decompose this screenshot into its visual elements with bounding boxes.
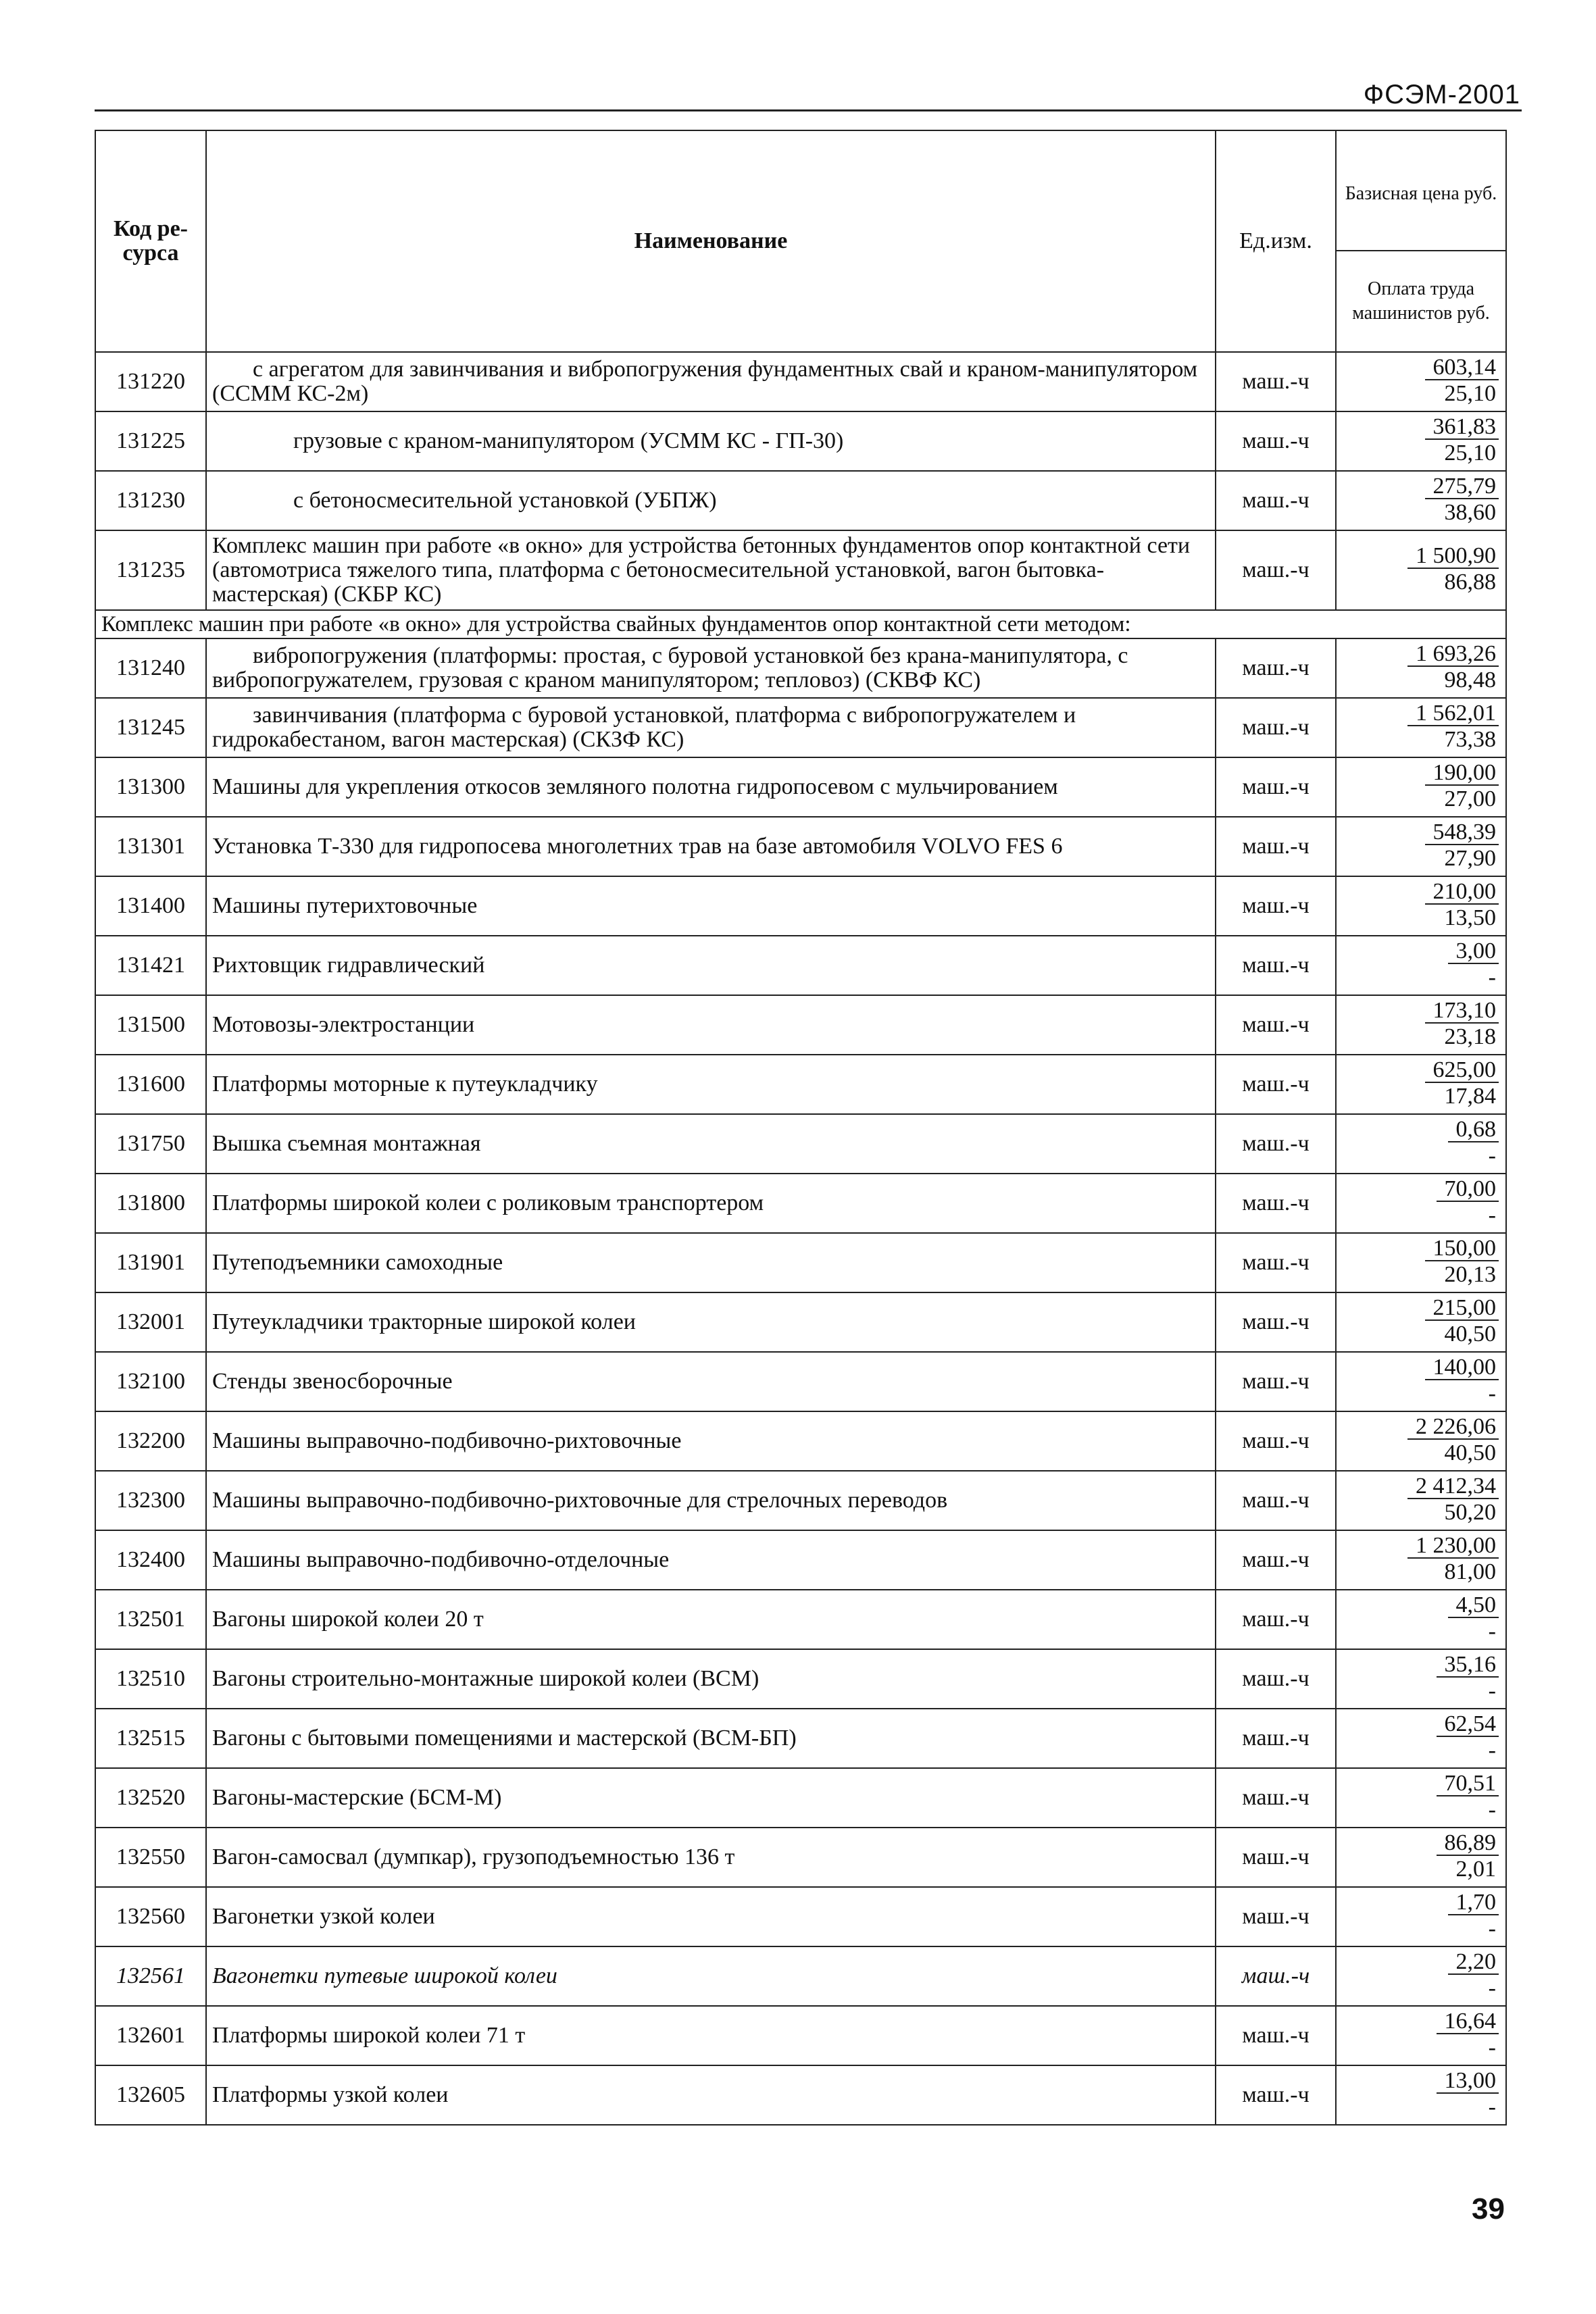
table-row <box>95 1946 1506 2006</box>
operator-wage: 17,84 <box>1444 1084 1496 1109</box>
base-price: 16,64 <box>1437 2010 1499 2034</box>
resource-unit: маш.-ч <box>1216 638 1336 698</box>
price-cell <box>1336 1233 1506 1292</box>
resource-name: с бетоносмесительной установкой (УБПЖ) <box>206 471 1216 530</box>
base-price: 215,00 <box>1425 1297 1499 1321</box>
base-price: 2 412,34 <box>1407 1475 1499 1499</box>
table-body <box>95 352 1506 2125</box>
price-cell <box>1336 1471 1506 1530</box>
resource-code: 131901 <box>95 1233 206 1292</box>
resource-name: Вагонетки путевые широкой колеи <box>206 1946 1216 2006</box>
price-cell <box>1336 876 1506 936</box>
resource-unit: маш.-ч <box>1216 1055 1336 1114</box>
table-row <box>95 1828 1506 1887</box>
col-header-name: Наименование <box>206 130 1216 352</box>
resource-name: Путеподъемники самоходные <box>206 1233 1216 1292</box>
price-cell <box>1336 2006 1506 2065</box>
resource-code: 132561 <box>95 1946 206 2006</box>
resource-table <box>95 130 1507 2126</box>
price-cell <box>1336 1114 1506 1174</box>
operator-wage: 27,00 <box>1444 786 1496 811</box>
col-header-code: Код ре-сурса <box>95 130 206 352</box>
resource-name: Вагоны с бытовыми помещениями и мастерской (ВСМ-БП) <box>206 1709 1216 1768</box>
base-price: 86,89 <box>1437 1832 1499 1856</box>
section-title: Комплекс машин при работе «в окно» для устройства свайных фундаментов опор контактной сети методом: <box>95 610 1506 638</box>
resource-name: Вагон-самосвал (думпкар), грузоподъемностью 136 т <box>206 1828 1216 1887</box>
table-row <box>95 411 1506 471</box>
price-cell <box>1336 638 1506 698</box>
resource-unit: маш.-ч <box>1216 876 1336 936</box>
resource-unit: маш.-ч <box>1216 1114 1336 1174</box>
operator-wage: 50,20 <box>1444 1500 1496 1525</box>
table-row <box>95 1590 1506 1649</box>
operator-wage: 27,90 <box>1444 846 1496 871</box>
col-header-base-price: Базисная цена руб. <box>1337 131 1505 251</box>
table-row <box>95 352 1506 411</box>
table-row <box>95 1055 1506 1114</box>
resource-unit: маш.-ч <box>1216 471 1336 530</box>
operator-wage: - <box>1488 1203 1496 1228</box>
price-cell <box>1336 995 1506 1055</box>
resource-unit: маш.-ч <box>1216 1233 1336 1292</box>
price-cell <box>1336 1411 1506 1471</box>
col-header-unit: Ед.изм. <box>1216 130 1336 352</box>
base-price: 3,00 <box>1448 940 1499 964</box>
price-cell <box>1336 1887 1506 1946</box>
base-price: 361,83 <box>1425 416 1499 440</box>
resource-name: Рихтовщик гидравлический <box>206 936 1216 995</box>
table-row <box>95 1649 1506 1709</box>
resource-code: 132200 <box>95 1411 206 1471</box>
table-row <box>95 1352 1506 1411</box>
table-row <box>95 1114 1506 1174</box>
operator-wage: 40,50 <box>1444 1322 1496 1347</box>
resource-unit: маш.-ч <box>1216 1174 1336 1233</box>
price-cell <box>1336 1590 1506 1649</box>
resource-code: 131800 <box>95 1174 206 1233</box>
base-price: 1 693,26 <box>1407 643 1499 667</box>
resource-name: Комплекс машин при работе «в окно» для устройства бетонных фундаментов опор контактной сети (автомотриса тяжелого типа, платформа с бетоносмесительной установкой, вагон бытовка-мастерская) (СКБР КС) <box>206 530 1216 610</box>
operator-wage: - <box>1488 1916 1496 1941</box>
resource-code: 132605 <box>95 2065 206 2125</box>
table-row <box>95 2006 1506 2065</box>
table-row <box>95 1530 1506 1590</box>
table-row <box>95 936 1506 995</box>
operator-wage: - <box>1488 1976 1496 2001</box>
base-price: 1 230,00 <box>1407 1534 1499 1559</box>
price-cell <box>1336 530 1506 610</box>
table-row <box>95 757 1506 817</box>
table-row <box>95 1709 1506 1768</box>
price-cell <box>1336 471 1506 530</box>
price-cell <box>1336 1768 1506 1828</box>
base-price: 35,16 <box>1437 1653 1499 1678</box>
operator-wage: 38,60 <box>1444 500 1496 525</box>
resource-name: Машины выправочно-подбивочно-рихтовочные <box>206 1411 1216 1471</box>
resource-name: Стенды звеносборочные <box>206 1352 1216 1411</box>
operator-wage: 13,50 <box>1444 905 1496 930</box>
resource-name: Машины выправочно-подбивочно-отделочные <box>206 1530 1216 1590</box>
document-code: ФСЭМ-2001 <box>1363 80 1520 109</box>
resource-unit: маш.-ч <box>1216 1352 1336 1411</box>
resource-unit: маш.-ч <box>1216 1946 1336 2006</box>
resource-code: 131400 <box>95 876 206 936</box>
resource-name: Установка Т-330 для гидропосева многолетних трав на базе автомобиля VOLVO FES 6 <box>206 817 1216 876</box>
table-row <box>95 698 1506 757</box>
resource-code: 132520 <box>95 1768 206 1828</box>
price-cell <box>1336 817 1506 876</box>
base-price: 275,79 <box>1425 475 1499 499</box>
base-price: 1 500,90 <box>1407 545 1499 569</box>
resource-code: 131230 <box>95 471 206 530</box>
resource-code: 132550 <box>95 1828 206 1887</box>
resource-unit: маш.-ч <box>1216 1411 1336 1471</box>
section-row <box>95 610 1506 638</box>
resource-unit: маш.-ч <box>1216 936 1336 995</box>
resource-name: Машины выправочно-подбивочно-рихтовочные для стрелочных переводов <box>206 1471 1216 1530</box>
table-row <box>95 638 1506 698</box>
operator-wage: - <box>1488 1143 1496 1168</box>
price-cell <box>1336 936 1506 995</box>
table-row <box>95 530 1506 610</box>
table-row <box>95 1471 1506 1530</box>
table-row <box>95 1768 1506 1828</box>
resource-unit: маш.-ч <box>1216 2006 1336 2065</box>
price-cell <box>1336 1709 1506 1768</box>
resource-code: 132100 <box>95 1352 206 1411</box>
table-header-row <box>95 130 1506 352</box>
base-price: 625,00 <box>1425 1059 1499 1083</box>
resource-name: Платформы широкой колеи 71 т <box>206 2006 1216 2065</box>
operator-wage: - <box>1488 2094 1496 2119</box>
resource-unit: маш.-ч <box>1216 1471 1336 1530</box>
resource-unit: маш.-ч <box>1216 1649 1336 1709</box>
operator-wage: - <box>1488 1381 1496 1406</box>
price-cell <box>1336 1292 1506 1352</box>
price-cell <box>1336 1946 1506 2006</box>
base-price: 210,00 <box>1425 880 1499 905</box>
resource-code: 131300 <box>95 757 206 817</box>
operator-wage: - <box>1488 965 1496 990</box>
table-row <box>95 1233 1506 1292</box>
resource-code: 131245 <box>95 698 206 757</box>
price-cell <box>1336 1828 1506 1887</box>
col-header-price <box>1336 130 1506 352</box>
resource-code: 132515 <box>95 1709 206 1768</box>
table-row <box>95 817 1506 876</box>
resource-name: Путеукладчики тракторные широкой колеи <box>206 1292 1216 1352</box>
price-cell <box>1336 1055 1506 1114</box>
operator-wage: 2,01 <box>1455 1857 1496 1882</box>
operator-wage: 25,10 <box>1444 381 1496 406</box>
resource-code: 131500 <box>95 995 206 1055</box>
table-row <box>95 995 1506 1055</box>
base-price: 173,10 <box>1425 999 1499 1024</box>
operator-wage: - <box>1488 1797 1496 1822</box>
table-row <box>95 471 1506 530</box>
resource-unit: маш.-ч <box>1216 698 1336 757</box>
table-row <box>95 1174 1506 1233</box>
resource-code: 131235 <box>95 530 206 610</box>
operator-wage: 40,50 <box>1444 1440 1496 1465</box>
resource-name: Вышка съемная монтажная <box>206 1114 1216 1174</box>
page-number: 39 <box>1472 2192 1505 2225</box>
resource-code: 131421 <box>95 936 206 995</box>
resource-name: вибропогружения (платформы: простая, с буровой установкой без крана-манипулятора, с вибропогружателем, грузовая с краном манипулятором; тепловоз) (СКВФ КС) <box>206 638 1216 698</box>
base-price: 0,68 <box>1448 1118 1499 1142</box>
price-cell <box>1336 2065 1506 2125</box>
operator-wage: 23,18 <box>1444 1024 1496 1049</box>
resource-name: Платформы широкой колеи с роликовым транспортером <box>206 1174 1216 1233</box>
operator-wage: - <box>1488 1738 1496 1763</box>
operator-wage: - <box>1488 1619 1496 1644</box>
page-header <box>95 74 1522 111</box>
table-row <box>95 1411 1506 1471</box>
table-row <box>95 876 1506 936</box>
resource-unit: маш.-ч <box>1216 411 1336 471</box>
resource-code: 131600 <box>95 1055 206 1114</box>
base-price: 70,00 <box>1437 1178 1499 1202</box>
resource-unit: маш.-ч <box>1216 817 1336 876</box>
base-price: 70,51 <box>1437 1772 1499 1796</box>
base-price: 603,14 <box>1425 356 1499 380</box>
operator-wage: 73,38 <box>1444 727 1496 752</box>
base-price: 1 562,01 <box>1407 702 1499 726</box>
base-price: 140,00 <box>1425 1356 1499 1380</box>
operator-wage: - <box>1488 1678 1496 1703</box>
resource-code: 132400 <box>95 1530 206 1590</box>
operator-wage: 25,10 <box>1444 441 1496 466</box>
resource-name: завинчивания (платформа с буровой установкой, платформа с вибропогружателем и гидрокабестаном, вагон мастерская) (СКЗФ КС) <box>206 698 1216 757</box>
resource-code: 131220 <box>95 352 206 411</box>
resource-code: 132300 <box>95 1471 206 1530</box>
resource-unit: маш.-ч <box>1216 1590 1336 1649</box>
resource-code: 132501 <box>95 1590 206 1649</box>
base-price: 190,00 <box>1425 761 1499 786</box>
price-cell <box>1336 1174 1506 1233</box>
operator-wage: 81,00 <box>1444 1559 1496 1584</box>
resource-name: Вагоны строительно-монтажные широкой колеи (ВСМ) <box>206 1649 1216 1709</box>
resource-name: Вагоны-мастерские (БСМ-М) <box>206 1768 1216 1828</box>
operator-wage: 20,13 <box>1444 1262 1496 1287</box>
price-cell <box>1336 698 1506 757</box>
base-price: 4,50 <box>1448 1594 1499 1618</box>
base-price: 548,39 <box>1425 821 1499 845</box>
resource-code: 132510 <box>95 1649 206 1709</box>
resource-name: с агрегатом для завинчивания и вибропогружения фундаментных свай и краном-манипулятором (ССММ КС-2м) <box>206 352 1216 411</box>
resource-name: грузовые с краном-манипулятором (УСММ КС - ГП-30) <box>206 411 1216 471</box>
base-price: 150,00 <box>1425 1237 1499 1261</box>
operator-wage: 98,48 <box>1444 668 1496 693</box>
operator-wage: 86,88 <box>1444 570 1496 595</box>
resource-unit: маш.-ч <box>1216 1709 1336 1768</box>
resource-unit: маш.-ч <box>1216 995 1336 1055</box>
table-row <box>95 2065 1506 2125</box>
price-cell <box>1336 1649 1506 1709</box>
resource-code: 131225 <box>95 411 206 471</box>
resource-unit: маш.-ч <box>1216 2065 1336 2125</box>
resource-name: Мотовозы-электростанции <box>206 995 1216 1055</box>
resource-code: 132001 <box>95 1292 206 1352</box>
table-row <box>95 1292 1506 1352</box>
price-cell <box>1336 1530 1506 1590</box>
resource-unit: маш.-ч <box>1216 1887 1336 1946</box>
base-price: 2,20 <box>1448 1951 1499 1975</box>
price-cell <box>1336 757 1506 817</box>
resource-code: 131301 <box>95 817 206 876</box>
resource-unit: маш.-ч <box>1216 1292 1336 1352</box>
price-cell <box>1336 1352 1506 1411</box>
resource-name: Машины путерихтовочные <box>206 876 1216 936</box>
resource-unit: маш.-ч <box>1216 530 1336 610</box>
resource-code: 132560 <box>95 1887 206 1946</box>
resource-name: Вагонетки узкой колеи <box>206 1887 1216 1946</box>
resource-name: Платформы узкой колеи <box>206 2065 1216 2125</box>
resource-code: 131240 <box>95 638 206 698</box>
resource-unit: маш.-ч <box>1216 1828 1336 1887</box>
price-cell <box>1336 411 1506 471</box>
resource-name: Вагоны широкой колеи 20 т <box>206 1590 1216 1649</box>
resource-unit: маш.-ч <box>1216 352 1336 411</box>
table-row <box>95 1887 1506 1946</box>
resource-unit: маш.-ч <box>1216 1768 1336 1828</box>
resource-unit: маш.-ч <box>1216 1530 1336 1590</box>
resource-unit: маш.-ч <box>1216 757 1336 817</box>
price-cell <box>1336 352 1506 411</box>
col-header-wage: Оплата труда машинистов руб. <box>1352 278 1490 324</box>
resource-name: Машины для укрепления откосов земляного полотна гидропосевом с мульчированием <box>206 757 1216 817</box>
resource-code: 132601 <box>95 2006 206 2065</box>
operator-wage: - <box>1488 2035 1496 2060</box>
base-price: 2 226,06 <box>1407 1415 1499 1440</box>
base-price: 1,70 <box>1448 1891 1499 1915</box>
base-price: 13,00 <box>1437 2069 1499 2094</box>
base-price: 62,54 <box>1437 1713 1499 1737</box>
resource-code: 131750 <box>95 1114 206 1174</box>
resource-name: Платформы моторные к путеукладчику <box>206 1055 1216 1114</box>
